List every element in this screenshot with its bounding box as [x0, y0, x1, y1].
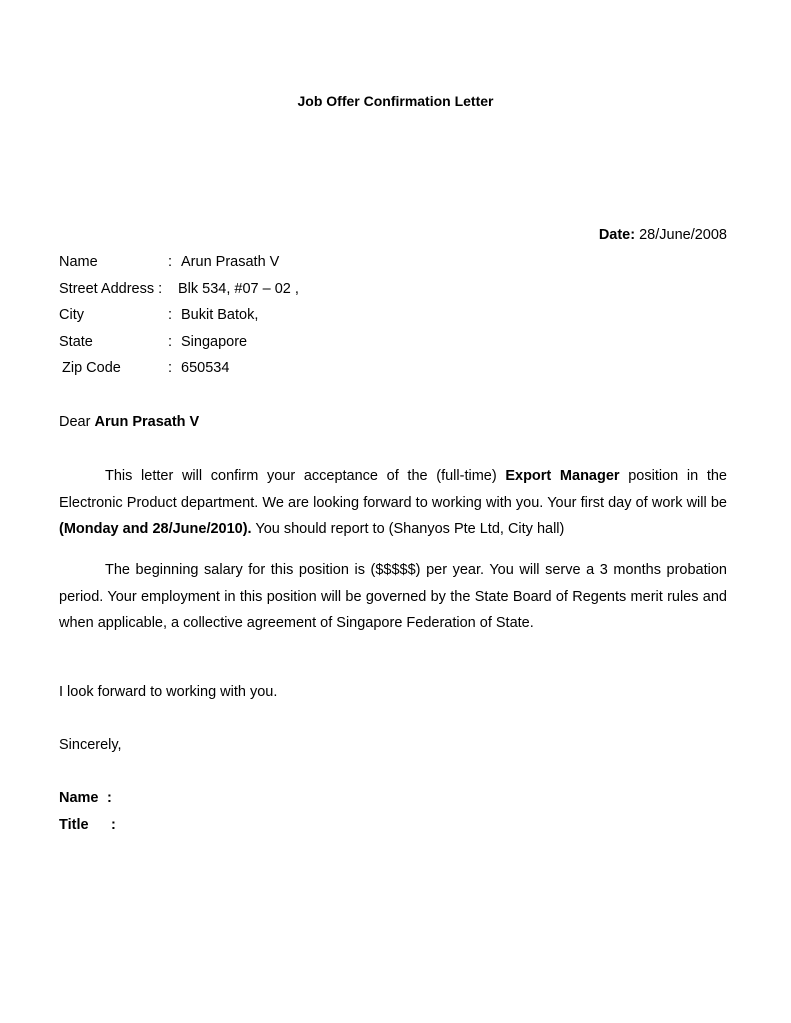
closing-line: I look forward to working with you. — [59, 684, 278, 700]
signature-title-colon: : — [111, 817, 116, 833]
para2-text: The beginning salary for this position is ($$$$$) per year. You will serve a 3 months probation period. Your employment in this position will be governed by the State Board of Regents merit rules and when applicable, a collective agreement of Singapore Federation of State. — [59, 562, 727, 631]
para1-text-3: You should report to (Shanyos Pte Ltd, City hall) — [255, 521, 565, 537]
state-label: State — [59, 334, 93, 350]
name-separator: : — [168, 254, 173, 270]
start-date: (Monday and 28/June/2010). — [59, 521, 252, 537]
signature-name-colon: : — [107, 790, 112, 806]
zip-label: Zip Code — [62, 360, 121, 376]
date-label: Date: — [598, 227, 636, 243]
city-label: City — [59, 307, 84, 323]
salutation — [59, 414, 199, 430]
letter-date — [599, 227, 727, 243]
signature-name-label: Name — [59, 790, 99, 806]
para1-text-2: position in the Electronic Product department. We are looking forward to working with you. Your first day of work will be — [59, 468, 727, 511]
street-value: Blk 534, #07 – 02 , — [178, 281, 299, 297]
letter-title: Job Offer Confirmation Letter — [297, 93, 494, 109]
position-title: Export Manager — [505, 468, 620, 484]
salutation-prefix: Dear — [59, 414, 91, 430]
salutation-name: Arun Prasath V — [94, 414, 200, 430]
state-separator: : — [168, 334, 173, 350]
name-value: Arun Prasath V — [181, 254, 280, 270]
para1-text-1: This letter will confirm your acceptance of the (full-time) — [105, 468, 497, 484]
city-value: Bukit Batok, — [181, 307, 259, 323]
body-paragraph-2 — [59, 557, 727, 637]
name-label: Name — [59, 254, 98, 270]
street-label: Street Address : — [59, 281, 163, 297]
state-value: Singapore — [181, 334, 248, 350]
date-value: 28/June/2008 — [639, 227, 727, 243]
signature-title-label: Title — [59, 817, 89, 833]
zip-value: 650534 — [181, 360, 230, 376]
body-paragraph-1 — [59, 463, 727, 543]
zip-separator: : — [168, 360, 173, 376]
sign-off: Sincerely, — [59, 737, 122, 753]
city-separator: : — [168, 307, 173, 323]
